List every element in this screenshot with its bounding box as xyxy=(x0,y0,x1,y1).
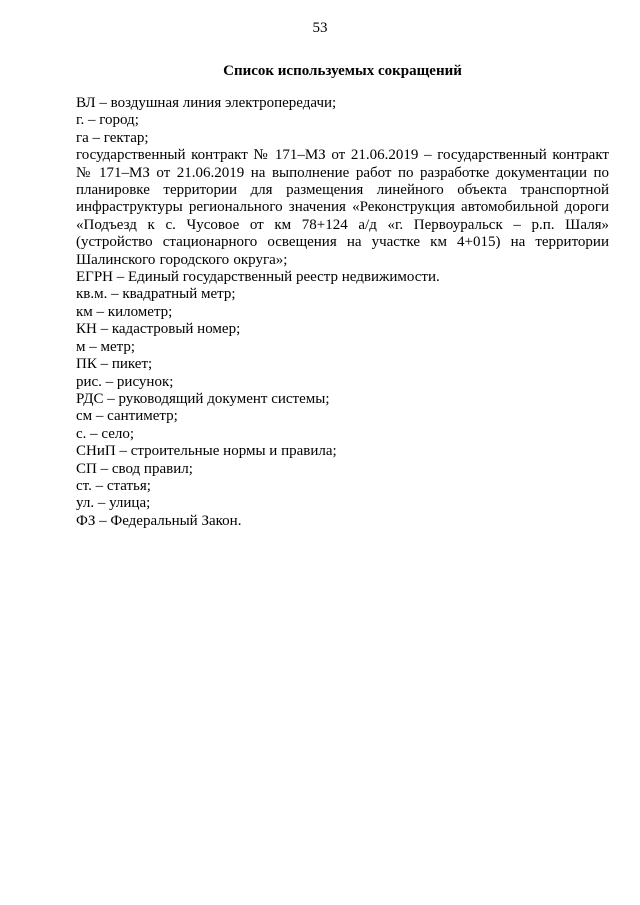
list-item: см – сантиметр; xyxy=(76,408,178,425)
list-item: КН – кадастровый номер; xyxy=(76,321,241,338)
list-item: г. – город; xyxy=(76,112,139,129)
list-item: ст. – статья; xyxy=(76,477,151,494)
list-item: ул. – улица; xyxy=(76,495,151,512)
list-item: СП – свод правил; xyxy=(76,460,193,477)
list-item: кв.м. – квадратный метр; xyxy=(76,286,236,303)
list-item: ЕГРН – Единый государственный реестр недвижимости. xyxy=(76,269,440,286)
list-item: с. – село; xyxy=(76,425,135,442)
list-item: ПК – пикет; xyxy=(76,356,153,373)
list-item: ФЗ – Федеральный Закон. xyxy=(76,512,242,529)
abbreviation-list xyxy=(76,95,609,530)
page-number: 53 xyxy=(312,20,328,36)
list-item: м – метр; xyxy=(76,338,136,355)
list-item: ВЛ – воздушная линия электропередачи; xyxy=(76,95,337,111)
list-item: рис. – рисунок; xyxy=(76,373,174,390)
list-item: государственный контракт № 171–МЗ от 21.06.2019 – государственный контракт № 171–МЗ от 21.06.2019 на выполнение работ по разработке документации по планировке территории для размещения линейного объекта транспортной инфраструктуры регионального значения «Реконструкция автомобильной дороги «Подъезд к с. Чусовое от км 78+124 а/д «г. Первоуральск – р.п. Шаля» (устройство стационарного освещения на участке км 4+015) на территории Шалинского городского округа»; xyxy=(76,147,609,268)
page-title: Список используемых сокращений xyxy=(223,63,462,79)
list-item: СНиП – строительные нормы и правила; xyxy=(76,443,337,460)
list-item: га – гектар; xyxy=(76,129,149,146)
list-item: РДС – руководящий документ системы; xyxy=(76,390,330,407)
list-item: км – километр; xyxy=(76,303,173,320)
